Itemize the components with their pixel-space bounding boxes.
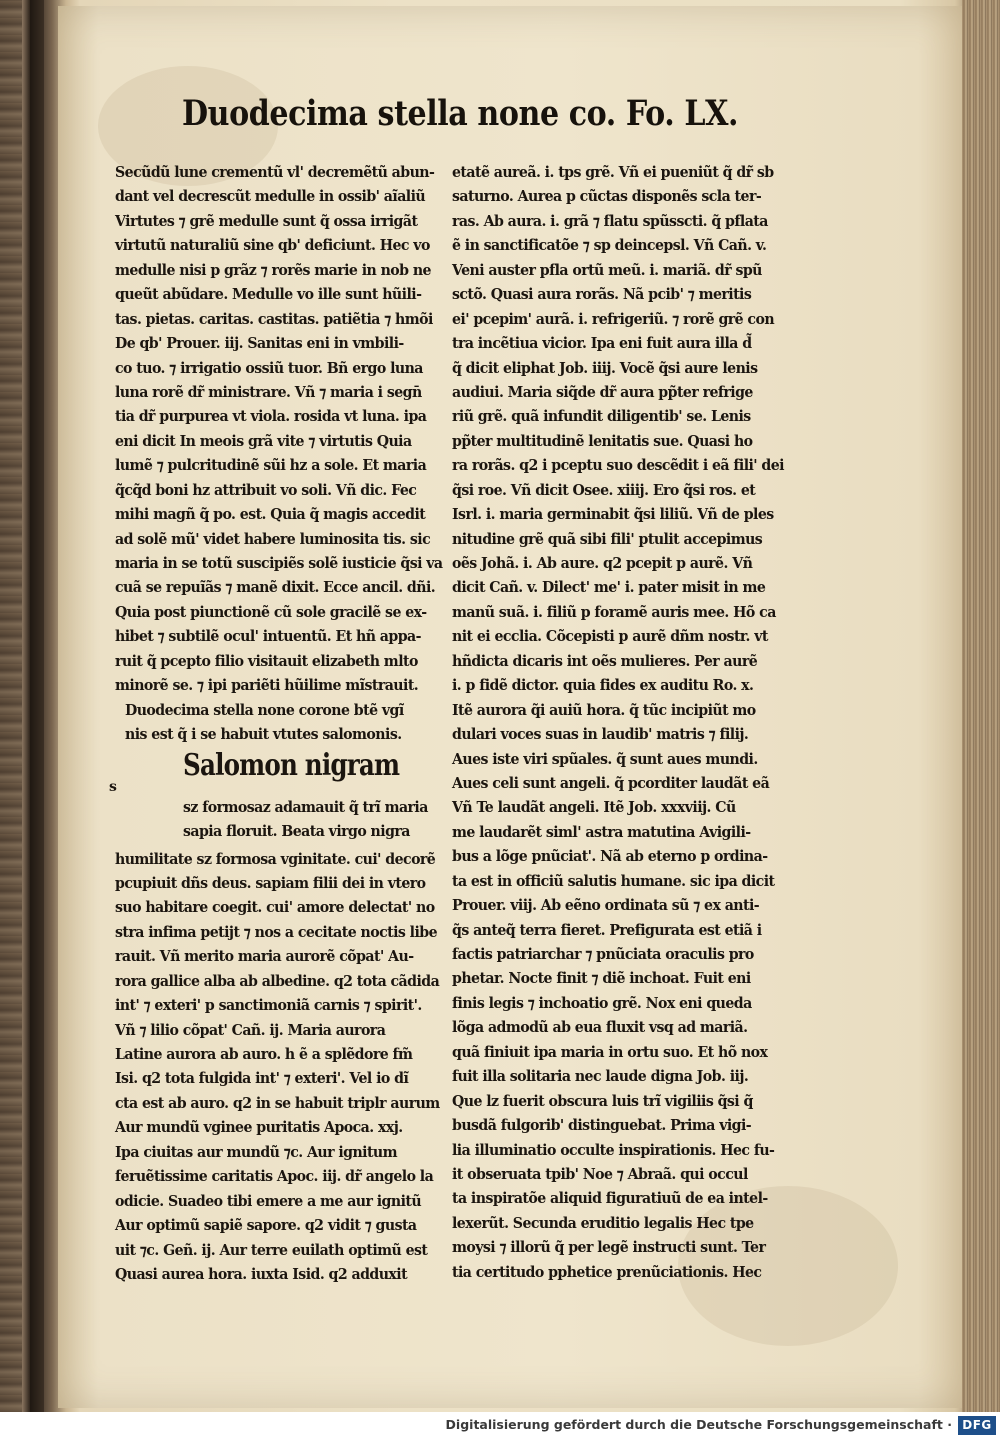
text-line: ruit q̃ pcepto filio visitauit elizabeth mlto (115, 651, 418, 670)
text-line: moysi ⁊ illorũ q̃ per legẽ instructi sunt. Ter (452, 1238, 766, 1257)
right-fore-edge (962, 0, 1000, 1412)
paragraph-duodecima (115, 698, 435, 747)
left-column (109, 160, 443, 1286)
text-line: cta est ab auro. q2 in se habuit triplr aurum (115, 1093, 440, 1112)
left-page-edge (0, 0, 22, 1412)
text-line: q̃ dicit eliphat Job. iiij. Vocẽ q̃si aure lenis (452, 358, 758, 377)
running-header: Duodecima stella none co. Fo. LX. (182, 93, 739, 134)
text-line: Quia post piunctionẽ cũ sole gracilẽ se ex- (115, 602, 427, 621)
text-line: Ipa ciuitas aur mundũ ⁊c. Aur ignitum (115, 1142, 398, 1161)
text-line: queũt abũdare. Medulle vo ille sunt hũili- (115, 285, 422, 304)
text-line: medulle nisi p grãz ⁊ rorẽs marie in nob ne (115, 260, 431, 279)
text-line: Vñ ⁊ lilio cõpat' Cañ. ij. Maria aurora (115, 1020, 386, 1039)
text-line: tia dr̃ purpurea vt viola. rosida vt luna. ipa (115, 407, 427, 426)
text-line: riũ grẽ. quã infundit diligentib' se. Lenis (452, 407, 751, 426)
text-line: q̃cq̃d boni hz attribuit vo soli. Vñ dic. Fec (115, 480, 417, 499)
text-line: feruẽtissime caritatis Apoc. iij. dr̃ angelo la (115, 1167, 434, 1186)
text-line: ras. Ab aura. i. grã ⁊ flatu spũsscti. q̃ pflata (452, 211, 768, 230)
text-line: ad solẽ mũ' videt habere luminosita tis. sic (115, 529, 431, 548)
text-line: factis patriarchar ⁊ pnũciata oraculis pro (452, 945, 754, 963)
text-line: stra infima petijt ⁊ nos a cecitate noctis libe (115, 922, 438, 941)
section-heading-line-1: sz formosaz adamauit q̃ trĩ maria (183, 797, 428, 816)
text-line: manũ suã. i. filiũ p foramẽ auris mee. Hõ ca (452, 602, 776, 621)
left-column-top-text (115, 160, 443, 698)
text-line: nit ei ecclia. Cõcepisti p aurẽ dñm nostr. vt (452, 627, 768, 646)
text-line: saturno. Aurea p cũctas disponẽs scla ter- (452, 187, 762, 206)
text-line: dulari voces suas in laudib' matris ⁊ filij. (452, 725, 749, 744)
text-line: pcupiuit dñs deus. sapiam filii dei in vtero (115, 873, 426, 892)
text-line: nis est q̃ i se habuit vtutes salomonis. (125, 725, 402, 744)
text-line: pp̃ter multitudinẽ lenitatis sue. Quasi ho (452, 431, 753, 450)
text-line: Vñ Te laudãt angeli. Itẽ Job. xxxviij. Cũ (452, 798, 736, 817)
text-line: humilitate sz formosa vginitate. cui' decorẽ (115, 849, 436, 868)
text-line: dant vel decrescũt medulle in ossib' aĩaliũ (115, 187, 426, 206)
text-line: luna rorẽ dr̃ ministrare. Vñ ⁊ maria i segn̄ (115, 382, 422, 401)
text-line: q̃s anteq̃ terra fieret. Prefigurata est etiã i (452, 920, 762, 939)
section-heading-line-2: sapia floruit. Beata virgo nigra (183, 821, 410, 840)
text-line: ra rorãs. q2 i pceptu suo descẽdit i eã fili' dei (452, 456, 784, 475)
text-line: Aur optimũ sapiẽ sapore. q2 vidit ⁊ gusta (115, 1216, 417, 1235)
text-line: rora gallice alba ab albedine. q2 tota cãdida (115, 971, 440, 990)
text-line: minorẽ se. ⁊ ipi pariẽti hũilime mĩstrauit. (115, 676, 419, 695)
text-line: ta inspiratõe aliquid figuratiuũ de ea intel- (452, 1189, 768, 1208)
text-line: sctõ. Quasi aura rorãs. Nã pcib' ⁊ meritis (452, 285, 752, 304)
text-line: q̃si roe. Vñ dicit Osee. xiiij. Ero q̃si ros. et (452, 480, 756, 499)
text-line: mihi magñ q̃ po. est. Quia q̃ magis accedit (115, 505, 426, 524)
text-line: lia illuminatio occulte inspirationis. Hec fu- (452, 1140, 775, 1159)
text-line: cuã se repuĩãs ⁊ manẽ dixit. Ecce ancil. dñi. (115, 578, 436, 597)
footer-bar (0, 1412, 1000, 1440)
text-line: Aues celi sunt angeli. q̃ pcorditer laudãt eã (452, 773, 770, 792)
section-heading-block (109, 747, 435, 847)
text-line: hñdicta dicaris int oẽs mulieres. Per aurẽ (452, 651, 758, 670)
text-line: lõga admodũ ab eua fluxit vsq ad mariã. (452, 1018, 748, 1037)
text-line: Aues iste viri spũales. q̃ sunt aues mundi. (452, 749, 758, 768)
text-line: Secũdũ lune crementũ vl' decremẽtũ abun- (115, 163, 435, 181)
dfg-logo: DFG (958, 1416, 996, 1435)
right-column (452, 160, 784, 1284)
text-line: Isrl. i. maria germinabit q̃si liliũ. Vñ de ples (452, 505, 774, 524)
text-line: fuit illa solitaria nec laude digna Job. iij. (452, 1067, 749, 1086)
funding-notice: Digitalisierung gefördert durch die Deutsche Forschungsgemeinschaft · (445, 1417, 952, 1432)
text-line: odicie. Suadeo tibi emere a me aur ignitũ (115, 1191, 422, 1210)
text-line: co tuo. ⁊ irrigatio ossiũ tuor. Bñ ergo luna (115, 358, 423, 377)
text-line: audiui. Maria siq̃de dr̃ aura pp̃ter refrige (452, 382, 753, 401)
text-line: lexerũt. Secunda eruditio legalis Hec tpe (452, 1213, 754, 1232)
text-line: ẽ in sanctificatõe ⁊ sp deincepsl. Vñ Cañ. v. (452, 236, 767, 255)
text-line: int' ⁊ exteri' p sanctimoniã carnis ⁊ spirit'. (115, 996, 422, 1015)
text-line: Que lz fuerit obscura luis trĩ vigiliis q̃si q̃ (452, 1091, 753, 1110)
text-line: finis legis ⁊ inchoatio grẽ. Nox eni queda (452, 993, 752, 1012)
text-line: me laudarẽt siml' astra matutina Avigili- (452, 822, 751, 841)
text-line: hibet ⁊ subtilẽ ocul' intuentũ. Et hñ appa- (115, 627, 421, 646)
text-line: nitudine grẽ quã sibi fili' ptulit accepimus (452, 529, 763, 548)
text-line: ta est in officiũ salutis humane. sic ipa dicit (452, 871, 775, 890)
text-line: Prouer. viij. Ab eẽno ordinata sũ ⁊ ex anti- (452, 896, 760, 915)
text-line: tas. pietas. caritas. castitas. patiẽtia ⁊ hmõi (115, 309, 433, 328)
text-line: tia certitudo pphetice prenũciationis. Hec (452, 1262, 762, 1281)
gutter-shadow (30, 0, 44, 1412)
text-line: Veni auster pfla ortũ meũ. i. mariã. dr̃ spũ (452, 260, 762, 279)
text-line: oẽs Johã. i. Ab aure. q2 pcepit p aurẽ. Vñ (452, 554, 753, 572)
left-column-bottom-text (115, 847, 440, 1287)
text-line: rauit. Vñ merito maria aurorẽ cõpat' Au- (115, 947, 414, 966)
text-line: eni dicit In meois grã vite ⁊ virtutis Quia (115, 431, 412, 450)
text-line: maria in se totũ suscipiẽs solẽ iusticie q̃si va (115, 554, 443, 572)
text-line: Isi. q2 tota fulgida int' ⁊ exteri'. Vel io dĩ (115, 1069, 409, 1088)
text-line: busdã fulgorib' distinguebat. Prima vigi- (452, 1116, 752, 1135)
right-column-text (452, 160, 784, 1284)
text-line: dicit Cañ. v. Dilect' me' i. pater misit in me (452, 578, 766, 597)
text-line: Itẽ aurora q̃i auiũ hora. q̃ tũc incipiũt mo (452, 700, 756, 719)
section-heading: Salomon nigram (183, 747, 400, 783)
text-line: virtutũ naturaliũ sine qb' deficiunt. Hec vo (115, 236, 430, 255)
text-line: Quasi aurea hora. iuxta Isid. q2 adduxit (115, 1264, 408, 1283)
guide-letter: s (109, 778, 117, 795)
text-line: Duodecima stella none corone btẽ vgĩ (125, 700, 404, 719)
text-line: Virtutes ⁊ grẽ medulle sunt q̃ ossa irrigãt (115, 211, 418, 230)
text-line: quã finiuit ipa maria in ortu suo. Et hõ nox (452, 1042, 768, 1061)
text-line: lumẽ ⁊ pulcritudinẽ sũi hz a sole. Et maria (115, 456, 427, 475)
text-line: it obseruata tpib' Noe ⁊ Abraã. qui occul (452, 1164, 748, 1183)
text-line: Latine aurora ab auro. h ẽ a splẽdore fm̃ (115, 1045, 413, 1063)
text-line: uit ⁊c. Geñ. ij. Aur terre euilath optimũ est (115, 1240, 428, 1259)
text-line: De qb' Prouer. iij. Sanitas eni in vmbili- (115, 334, 404, 353)
text-line: ei' pcepim' aurã. i. refrigeriũ. ⁊ rorẽ grẽ con (452, 309, 775, 328)
text-line: i. p fidẽ dictor. quia fides ex auditu Ro. x. (452, 676, 754, 695)
text-line: Aur mundũ vginee puritatis Apoca. xxj. (115, 1118, 403, 1137)
text-line: bus a lõge pnũciat'. Nã ab eterno p ordina- (452, 847, 768, 866)
text-line: phetar. Nocte finit ⁊ diẽ inchoat. Fuit eni (452, 969, 751, 988)
text-line: etatẽ aureã. i. tps grẽ. Vñ ei pueniũt q̃ dr̃ sb (452, 163, 774, 181)
text-line: tra incẽtiua vicior. Ipa eni fuit aura illa d̃ (452, 334, 752, 353)
text-line: suo habitare coegit. cui' amore delectat' no (115, 898, 435, 917)
